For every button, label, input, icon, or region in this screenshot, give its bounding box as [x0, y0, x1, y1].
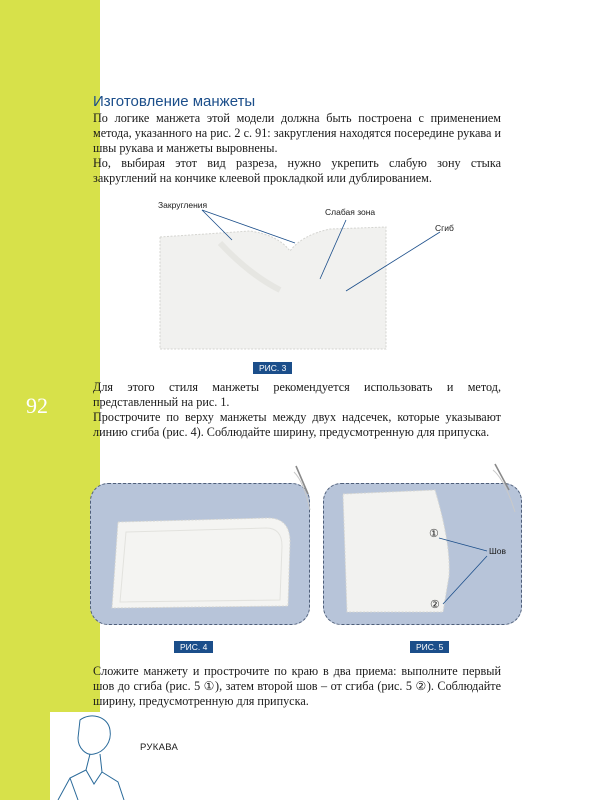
figure-4-label: РИС. 4	[174, 641, 213, 653]
figure-3-label: РИС. 3	[253, 362, 292, 374]
paragraph-weak-zone: Но, выбирая этот вид разреза, нужно укрепить слабую зону стыка закруглений на кончике клеевой прокладкой или дублированием.	[93, 156, 501, 185]
label-weak-zone: Слабая зона	[325, 207, 376, 217]
page-number: 92	[26, 393, 48, 418]
marker-2: ②	[430, 599, 440, 611]
figure-5-label: РИС. 5	[410, 641, 449, 653]
cuff-photo-fig5	[323, 460, 533, 630]
needle-icon-2	[493, 464, 515, 512]
paragraph-intro: По логике манжета этой модели должна быть построена с применением метода, указанного на рис. 2 с. 91: закругления находятся посередине рукава и швы рукава и манжеты выровнены.	[93, 111, 501, 155]
paragraph-stitch-top: Прострочите по верху манжеты между двух надсечек, которые указывают линию сгиба (рис. 4). Соблюдайте ширину, предусмотренную для припуска.	[93, 410, 501, 439]
cuff-photo-fig4	[90, 460, 320, 630]
left-sidebar-band	[0, 0, 100, 800]
running-footer: РУКАВА	[140, 742, 179, 753]
section-title: Изготовление манжеты	[93, 93, 256, 110]
fashion-sketch-illustration	[50, 712, 130, 800]
label-seam: Шов	[489, 546, 507, 556]
paragraph-method: Для этого стиля манжеты рекомендуется использовать и метод, представленный на рис. 1.	[93, 380, 501, 409]
label-roundings: Закругления	[158, 200, 208, 210]
marker-1: ①	[429, 528, 439, 540]
label-fold: Сгиб	[435, 223, 454, 233]
paragraph-fold-stitch: Сложите манжету и прострочите по краю в два приема: выполните первый шов до сгиба (рис. 5 ①), затем второй шов – от сгиба (рис. 5 ②). Соблюдайте ширину, предусмотренную для припуска.	[93, 664, 501, 708]
cuff-photo-fig3	[150, 195, 454, 355]
needle-icon	[294, 466, 310, 510]
